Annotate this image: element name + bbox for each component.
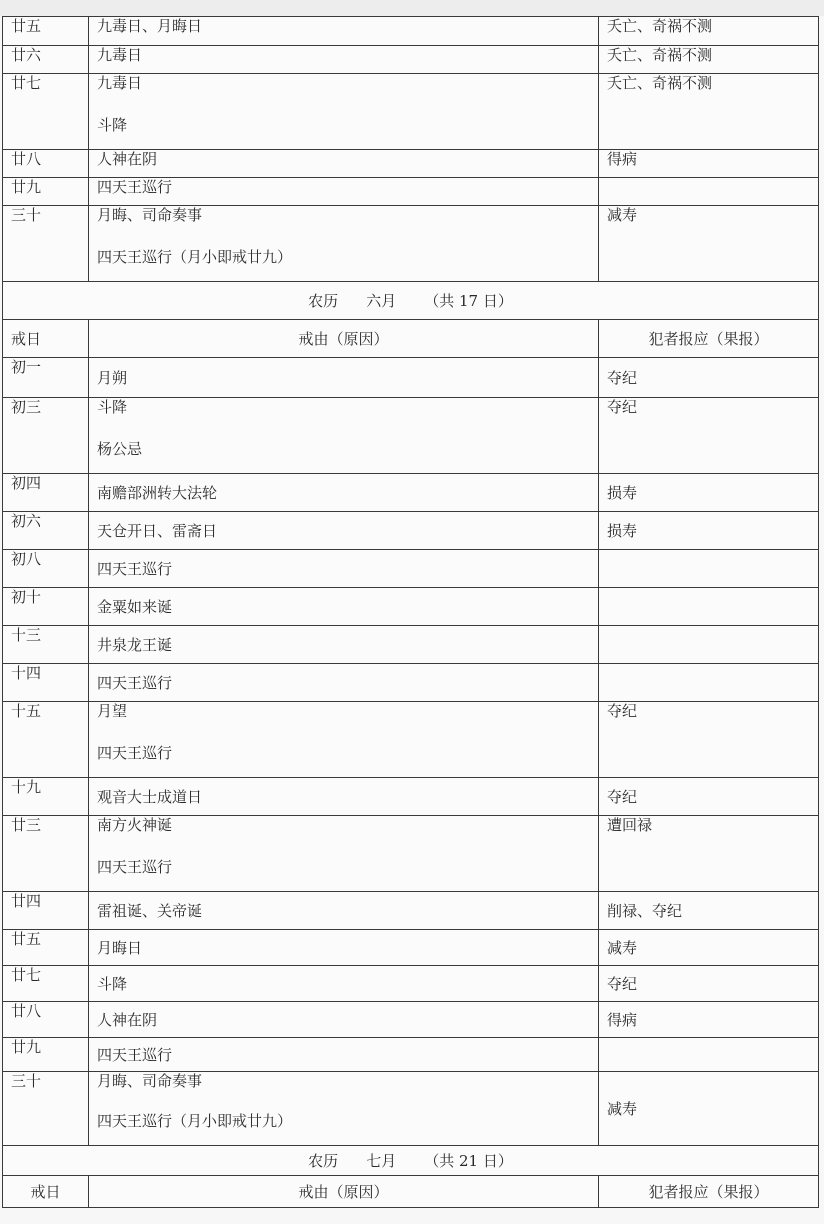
day-cell: 三十	[3, 1072, 89, 1146]
reason-line: 观音大士成道日	[97, 787, 203, 806]
reason-line: 月望	[97, 702, 128, 720]
reason-line: 雷祖诞、关帝诞	[97, 901, 203, 920]
day-cell: 三十	[3, 206, 89, 282]
reason-line: 四天王巡行（月小即戒廿九）	[97, 248, 293, 266]
reason-line: 人神在阴	[97, 150, 158, 168]
reason-cell	[89, 17, 599, 46]
day-cell: 廿六	[3, 46, 89, 74]
day-cell: 十五	[3, 702, 89, 778]
result-cell: 得病	[599, 1002, 819, 1038]
banner-month: 七月	[366, 1151, 397, 1170]
table-row	[3, 150, 819, 178]
header-reason: 戒由（原因）	[89, 1176, 599, 1208]
reason-cell	[89, 512, 599, 550]
result-cell: 夭亡、奇祸不测	[599, 46, 819, 74]
reason-line: 井泉龙王诞	[97, 635, 173, 654]
header-result: 犯者报应（果报）	[599, 320, 819, 358]
reason-cell	[89, 46, 599, 74]
day-cell: 廿九	[3, 178, 89, 206]
table-row	[3, 626, 819, 664]
result-cell	[599, 626, 819, 664]
table-row	[3, 474, 819, 512]
reason-line: 九毒日	[97, 46, 143, 64]
reason-line: 斗降	[97, 398, 128, 416]
table-row	[3, 74, 819, 150]
header-day: 戒日	[3, 1176, 89, 1208]
result-cell: 夺纪	[599, 702, 819, 778]
reason-cell	[89, 816, 599, 892]
reason-line: 人神在阴	[97, 1010, 158, 1029]
result-cell: 遭回禄	[599, 816, 819, 892]
banner-count: （共 17 日）	[424, 291, 513, 310]
table-row	[3, 1038, 819, 1072]
table-row	[3, 892, 819, 930]
result-cell: 损寿	[599, 512, 819, 550]
reason-cell	[89, 966, 599, 1002]
header-row	[3, 1176, 819, 1208]
result-cell: 得病	[599, 150, 819, 178]
reason-line: 四天王巡行	[97, 744, 173, 762]
reason-line: 四天王巡行（月小即戒廿九）	[97, 1112, 293, 1130]
table-row	[3, 358, 819, 398]
day-cell: 初八	[3, 550, 89, 588]
reason-cell	[89, 398, 599, 474]
reason-cell	[89, 550, 599, 588]
reason-line: 月朔	[97, 368, 128, 387]
result-cell: 削禄、夺纪	[599, 892, 819, 930]
day-cell: 初六	[3, 512, 89, 550]
day-cell: 十三	[3, 626, 89, 664]
month-banner-cell	[3, 282, 819, 320]
month-banner-cell	[3, 1146, 819, 1176]
day-cell: 十九	[3, 778, 89, 816]
result-cell: 减寿	[599, 1072, 819, 1146]
table-row	[3, 512, 819, 550]
day-cell: 廿七	[3, 966, 89, 1002]
day-cell: 初一	[3, 358, 89, 398]
header-day: 戒日	[3, 320, 89, 358]
reason-line: 金粟如来诞	[97, 597, 173, 616]
reason-cell	[89, 626, 599, 664]
result-cell	[599, 588, 819, 626]
result-cell: 减寿	[599, 206, 819, 282]
table-row	[3, 778, 819, 816]
table-row	[3, 398, 819, 474]
day-cell: 廿八	[3, 150, 89, 178]
day-cell: 十四	[3, 664, 89, 702]
reason-cell	[89, 930, 599, 966]
table-row	[3, 702, 819, 778]
reason-line: 九毒日	[97, 74, 143, 92]
reason-cell	[89, 664, 599, 702]
reason-line: 月晦日	[97, 938, 143, 957]
reason-line: 斗降	[97, 116, 128, 134]
reason-cell	[89, 74, 599, 150]
reason-cell	[89, 474, 599, 512]
reason-cell	[89, 1038, 599, 1072]
reason-line: 南方火神诞	[97, 816, 173, 834]
reason-line: 杨公忌	[97, 440, 143, 458]
reason-cell	[89, 150, 599, 178]
banner-label: 农历	[308, 291, 339, 310]
table-row	[3, 46, 819, 74]
table-row	[3, 588, 819, 626]
table-row	[3, 664, 819, 702]
reason-line: 四天王巡行	[97, 673, 173, 692]
banner-count: （共 21 日）	[424, 1151, 513, 1170]
header-row	[3, 320, 819, 358]
result-cell: 损寿	[599, 474, 819, 512]
top-band	[0, 0, 824, 16]
reason-cell	[89, 178, 599, 206]
header-reason: 戒由（原因）	[89, 320, 599, 358]
reason-line: 四天王巡行	[97, 559, 173, 578]
table-row	[3, 206, 819, 282]
reason-cell	[89, 206, 599, 282]
reason-line: 南赡部洲转大法轮	[97, 483, 218, 502]
table-row	[3, 966, 819, 1002]
banner-month: 六月	[366, 291, 397, 310]
result-cell	[599, 550, 819, 588]
result-cell: 夺纪	[599, 778, 819, 816]
table-row	[3, 17, 819, 46]
reason-cell	[89, 702, 599, 778]
reason-line: 天仓开日、雷斋日	[97, 521, 218, 540]
table-row	[3, 816, 819, 892]
result-cell: 夭亡、奇祸不测	[599, 74, 819, 150]
day-cell: 廿四	[3, 892, 89, 930]
reason-cell	[89, 1072, 599, 1146]
banner-label: 农历	[308, 1151, 339, 1170]
table-row	[3, 178, 819, 206]
table-row	[3, 1072, 819, 1146]
result-cell: 夺纪	[599, 398, 819, 474]
table-row	[3, 930, 819, 966]
day-cell: 廿五	[3, 17, 89, 46]
result-cell: 夺纪	[599, 966, 819, 1002]
day-cell: 廿五	[3, 930, 89, 966]
month-banner-june	[3, 282, 819, 320]
result-cell: 夭亡、奇祸不测	[599, 17, 819, 46]
reason-line: 月晦、司命奏事	[97, 1072, 203, 1090]
day-cell: 廿九	[3, 1038, 89, 1072]
reason-line: 九毒日、月晦日	[97, 17, 203, 35]
reason-cell	[89, 588, 599, 626]
month-banner-july	[3, 1146, 819, 1176]
precept-days-table	[2, 16, 819, 1208]
result-cell: 减寿	[599, 930, 819, 966]
day-cell: 廿三	[3, 816, 89, 892]
reason-line: 四天王巡行	[97, 858, 173, 876]
reason-line: 四天王巡行	[97, 178, 173, 196]
reason-cell	[89, 358, 599, 398]
day-cell: 初四	[3, 474, 89, 512]
table-row	[3, 1002, 819, 1038]
day-cell: 廿八	[3, 1002, 89, 1038]
day-cell: 廿七	[3, 74, 89, 150]
header-result: 犯者报应（果报）	[599, 1176, 819, 1208]
reason-cell	[89, 892, 599, 930]
day-cell: 初十	[3, 588, 89, 626]
table-row	[3, 550, 819, 588]
reason-cell	[89, 1002, 599, 1038]
reason-line: 斗降	[97, 974, 128, 993]
reason-cell	[89, 778, 599, 816]
result-cell	[599, 664, 819, 702]
result-cell	[599, 1038, 819, 1072]
reason-line: 四天王巡行	[97, 1045, 173, 1064]
result-cell	[599, 178, 819, 206]
reason-line: 月晦、司命奏事	[97, 206, 203, 224]
result-cell: 夺纪	[599, 358, 819, 398]
day-cell: 初三	[3, 398, 89, 474]
